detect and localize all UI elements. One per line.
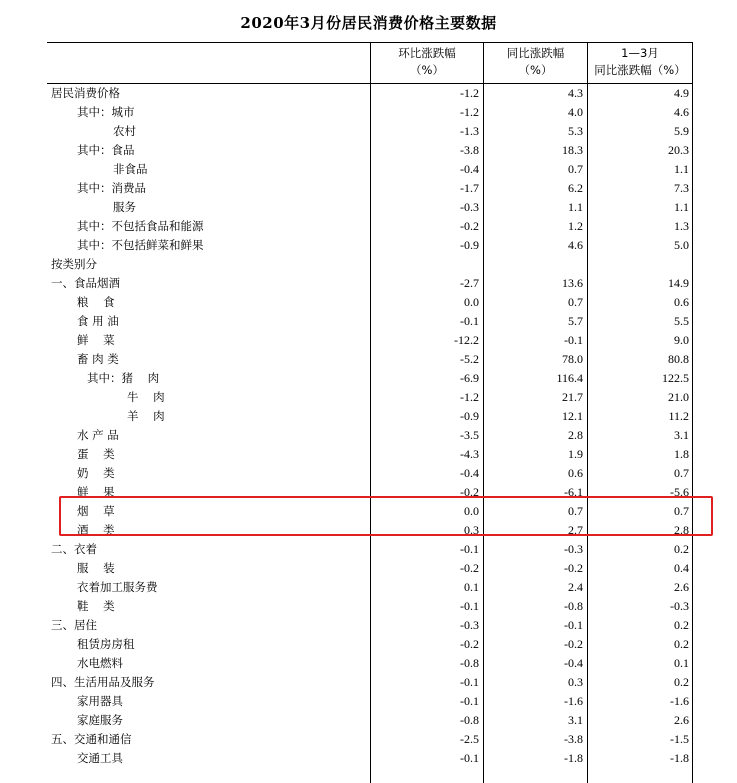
header-ytd-line2: 同比涨跌幅（%） <box>594 63 686 77</box>
table-row <box>47 255 693 274</box>
table-row <box>47 711 693 730</box>
table-row <box>47 122 693 141</box>
mom-value: -0.2 <box>460 219 479 233</box>
ytd-value: -1.6 <box>670 694 689 708</box>
yoy-value: -0.8 <box>564 599 583 613</box>
yoy-value: 3.1 <box>568 713 583 727</box>
row-label: 非食品 <box>113 162 148 176</box>
row-label: 牛 肉 <box>127 390 165 404</box>
mom-value: 0.3 <box>464 523 479 537</box>
ytd-value: 1.8 <box>674 447 689 461</box>
ytd-value: 0.4 <box>674 561 689 575</box>
row-label: 居民消费价格 <box>51 86 120 100</box>
ytd-value: 2.6 <box>674 580 689 594</box>
row-label: 其中：不包括食品和能源 <box>77 219 204 233</box>
yoy-value: -0.2 <box>564 561 583 575</box>
table-row <box>47 559 693 578</box>
table-row <box>47 426 693 445</box>
row-label: 三、居住 <box>51 618 97 632</box>
row-label: 家用器具 <box>77 694 123 708</box>
data-table <box>47 42 693 783</box>
yoy-value: 2.7 <box>568 523 583 537</box>
mom-value: -5.2 <box>460 352 479 366</box>
ytd-value: -1.5 <box>670 732 689 746</box>
table-row <box>47 84 693 103</box>
mom-value: -2.7 <box>460 276 479 290</box>
header-yoy-line1: 同比涨跌幅 <box>506 46 565 60</box>
table-row <box>47 103 693 122</box>
yoy-value: 0.3 <box>568 675 583 689</box>
header-yoy-line2: （%） <box>518 63 553 77</box>
yoy-value: 78.0 <box>562 352 583 366</box>
yoy-value: 1.9 <box>568 447 583 461</box>
mom-value: -3.5 <box>460 428 479 442</box>
ytd-value: 0.1 <box>674 656 689 670</box>
yoy-value: -1.6 <box>564 694 583 708</box>
yoy-value: 6.2 <box>568 181 583 195</box>
row-label: 按类别分 <box>51 257 97 271</box>
mom-value: -0.1 <box>460 314 479 328</box>
mom-value: -0.1 <box>460 751 479 765</box>
ytd-value: 5.0 <box>674 238 689 252</box>
row-label: 鲜 菜 <box>77 333 115 347</box>
table-row <box>47 654 693 673</box>
yoy-value: 4.3 <box>568 86 583 100</box>
row-label: 粮 食 <box>77 295 115 309</box>
mom-value: -0.9 <box>460 238 479 252</box>
header-yoy <box>484 45 587 83</box>
row-label: 鞋 类 <box>77 599 115 613</box>
yoy-value: -0.2 <box>564 637 583 651</box>
yoy-value: 21.7 <box>562 390 583 404</box>
yoy-value: 116.4 <box>556 371 583 385</box>
yoy-value: -0.1 <box>564 333 583 347</box>
ytd-value: 0.2 <box>674 542 689 556</box>
mom-value: -0.1 <box>460 599 479 613</box>
mom-value: -6.9 <box>460 371 479 385</box>
row-label: 五、交通和通信 <box>51 732 132 746</box>
mom-value: -0.1 <box>460 542 479 556</box>
table-row <box>47 293 693 312</box>
header-mom <box>371 45 483 83</box>
table-row <box>47 236 693 255</box>
row-label: 鲜 果 <box>77 485 115 499</box>
table-row <box>47 141 693 160</box>
yoy-value: 5.7 <box>568 314 583 328</box>
row-label: 农村 <box>113 124 136 138</box>
ytd-value: 9.0 <box>674 333 689 347</box>
ytd-value: 1.3 <box>674 219 689 233</box>
yoy-value: -6.1 <box>564 485 583 499</box>
header-ytd-line1: 1—3月 <box>621 46 659 60</box>
table-row <box>47 312 693 331</box>
table-row <box>47 692 693 711</box>
header-mom-line1: 环比涨跌幅 <box>398 46 456 60</box>
ytd-value: 2.8 <box>674 523 689 537</box>
yoy-value: 1.2 <box>568 219 583 233</box>
ytd-value: 0.7 <box>674 504 689 518</box>
yoy-value: 2.8 <box>568 428 583 442</box>
table-row <box>47 407 693 426</box>
mom-value: -1.2 <box>460 390 479 404</box>
ytd-value: 5.9 <box>674 124 689 138</box>
row-label: 奶 类 <box>77 466 115 480</box>
yoy-value: -0.4 <box>564 656 583 670</box>
yoy-value: 12.1 <box>562 409 583 423</box>
mom-value: 0.1 <box>464 580 479 594</box>
ytd-value: 3.1 <box>674 428 689 442</box>
yoy-value: -0.3 <box>564 542 583 556</box>
ytd-value: 21.0 <box>668 390 689 404</box>
mom-value: -2.5 <box>460 732 479 746</box>
ytd-value: 0.6 <box>674 295 689 309</box>
table-row <box>47 350 693 369</box>
table-row <box>47 160 693 179</box>
yoy-value: 4.6 <box>568 238 583 252</box>
header-ytd <box>588 45 692 83</box>
ytd-value: 122.5 <box>662 371 689 385</box>
row-label: 畜 肉 类 <box>77 352 119 366</box>
table-row <box>47 445 693 464</box>
row-label: 衣着加工服务费 <box>77 580 158 594</box>
yoy-value: 4.0 <box>568 105 583 119</box>
ytd-value: 20.3 <box>668 143 689 157</box>
row-label: 其中：食品 <box>77 143 135 157</box>
table-row <box>47 217 693 236</box>
ytd-value: 2.6 <box>674 713 689 727</box>
mom-value: 0.0 <box>464 504 479 518</box>
mom-value: -12.2 <box>454 333 479 347</box>
table-row <box>47 578 693 597</box>
row-label: 服务 <box>113 200 136 214</box>
table-row <box>47 635 693 654</box>
yoy-value: 0.7 <box>568 162 583 176</box>
table-row <box>47 198 693 217</box>
row-label: 酒 类 <box>77 523 115 537</box>
highlight-box <box>59 496 713 536</box>
row-label: 四、生活用品及服务 <box>51 675 155 689</box>
yoy-value: 1.1 <box>568 200 583 214</box>
table-row <box>47 616 693 635</box>
ytd-value: 1.1 <box>674 162 689 176</box>
yoy-value: 0.7 <box>568 504 583 518</box>
row-label: 二、衣着 <box>51 542 97 556</box>
yoy-value: 5.3 <box>568 124 583 138</box>
yoy-value: 2.4 <box>568 580 583 594</box>
row-label: 水电燃料 <box>77 656 123 670</box>
mom-value: -1.2 <box>460 86 479 100</box>
mom-value: -0.8 <box>460 656 479 670</box>
ytd-value: 7.3 <box>674 181 689 195</box>
ytd-value: 0.2 <box>674 618 689 632</box>
mom-value: -0.3 <box>460 618 479 632</box>
mom-value: -0.4 <box>460 162 479 176</box>
yoy-value: -3.8 <box>564 732 583 746</box>
row-label: 其中：猪 肉 <box>87 371 160 385</box>
ytd-value: 0.7 <box>674 466 689 480</box>
table-row <box>47 597 693 616</box>
ytd-value: 4.9 <box>674 86 689 100</box>
table-row <box>47 274 693 293</box>
ytd-value: -5.6 <box>670 485 689 499</box>
header-mom-line2: （%） <box>410 63 444 77</box>
table-row <box>47 369 693 388</box>
row-label: 其中：消费品 <box>77 181 146 195</box>
mom-value: -1.7 <box>460 181 479 195</box>
table-row <box>47 464 693 483</box>
table-row <box>47 540 693 559</box>
yoy-value: -1.8 <box>564 751 583 765</box>
ytd-value: -0.3 <box>670 599 689 613</box>
ytd-value: 14.9 <box>668 276 689 290</box>
mom-value: -0.2 <box>460 637 479 651</box>
table-title: 2020年3月份居民消费价格主要数据 <box>240 14 497 32</box>
row-label: 家庭服务 <box>77 713 123 727</box>
row-label: 租赁房房租 <box>77 637 135 651</box>
table-row <box>47 331 693 350</box>
ytd-value: 11.2 <box>668 409 689 423</box>
yoy-value: -0.1 <box>564 618 583 632</box>
mom-value: -0.9 <box>460 409 479 423</box>
row-label: 蛋 类 <box>77 447 115 461</box>
row-label: 交通工具 <box>77 751 123 765</box>
mom-value: -3.8 <box>460 143 479 157</box>
yoy-value: 13.6 <box>562 276 583 290</box>
row-label: 食 用 油 <box>77 314 119 328</box>
mom-value: -1.2 <box>460 105 479 119</box>
row-label: 其中：城市 <box>77 105 135 119</box>
row-label: 水 产 品 <box>77 428 119 442</box>
mom-value: -1.3 <box>460 124 479 138</box>
ytd-value: 80.8 <box>668 352 689 366</box>
table-row <box>47 730 693 749</box>
mom-value: -0.2 <box>460 561 479 575</box>
table-row <box>47 673 693 692</box>
yoy-value: 0.7 <box>568 295 583 309</box>
table-row <box>47 749 693 768</box>
ytd-value: 1.1 <box>674 200 689 214</box>
row-label: 烟 草 <box>77 504 115 518</box>
mom-value: -0.1 <box>460 694 479 708</box>
row-label: 服 装 <box>77 561 115 575</box>
row-label: 其中：不包括鲜菜和鲜果 <box>77 238 204 252</box>
ytd-value: -1.8 <box>670 751 689 765</box>
ytd-value: 4.6 <box>674 105 689 119</box>
row-label: 一、食品烟酒 <box>51 276 120 290</box>
mom-value: -4.3 <box>460 447 479 461</box>
ytd-value: 0.2 <box>674 675 689 689</box>
mom-value: -0.3 <box>460 200 479 214</box>
mom-value: -0.4 <box>460 466 479 480</box>
table-row <box>47 388 693 407</box>
mom-value: 0.0 <box>464 295 479 309</box>
mom-value: -0.1 <box>460 675 479 689</box>
mom-value: -0.8 <box>460 713 479 727</box>
row-label: 羊 肉 <box>127 409 165 423</box>
mom-value: -0.2 <box>460 485 479 499</box>
ytd-value: 5.5 <box>674 314 689 328</box>
yoy-value: 0.6 <box>568 466 583 480</box>
yoy-value: 18.3 <box>562 143 583 157</box>
ytd-value: 0.2 <box>674 637 689 651</box>
table-row <box>47 179 693 198</box>
